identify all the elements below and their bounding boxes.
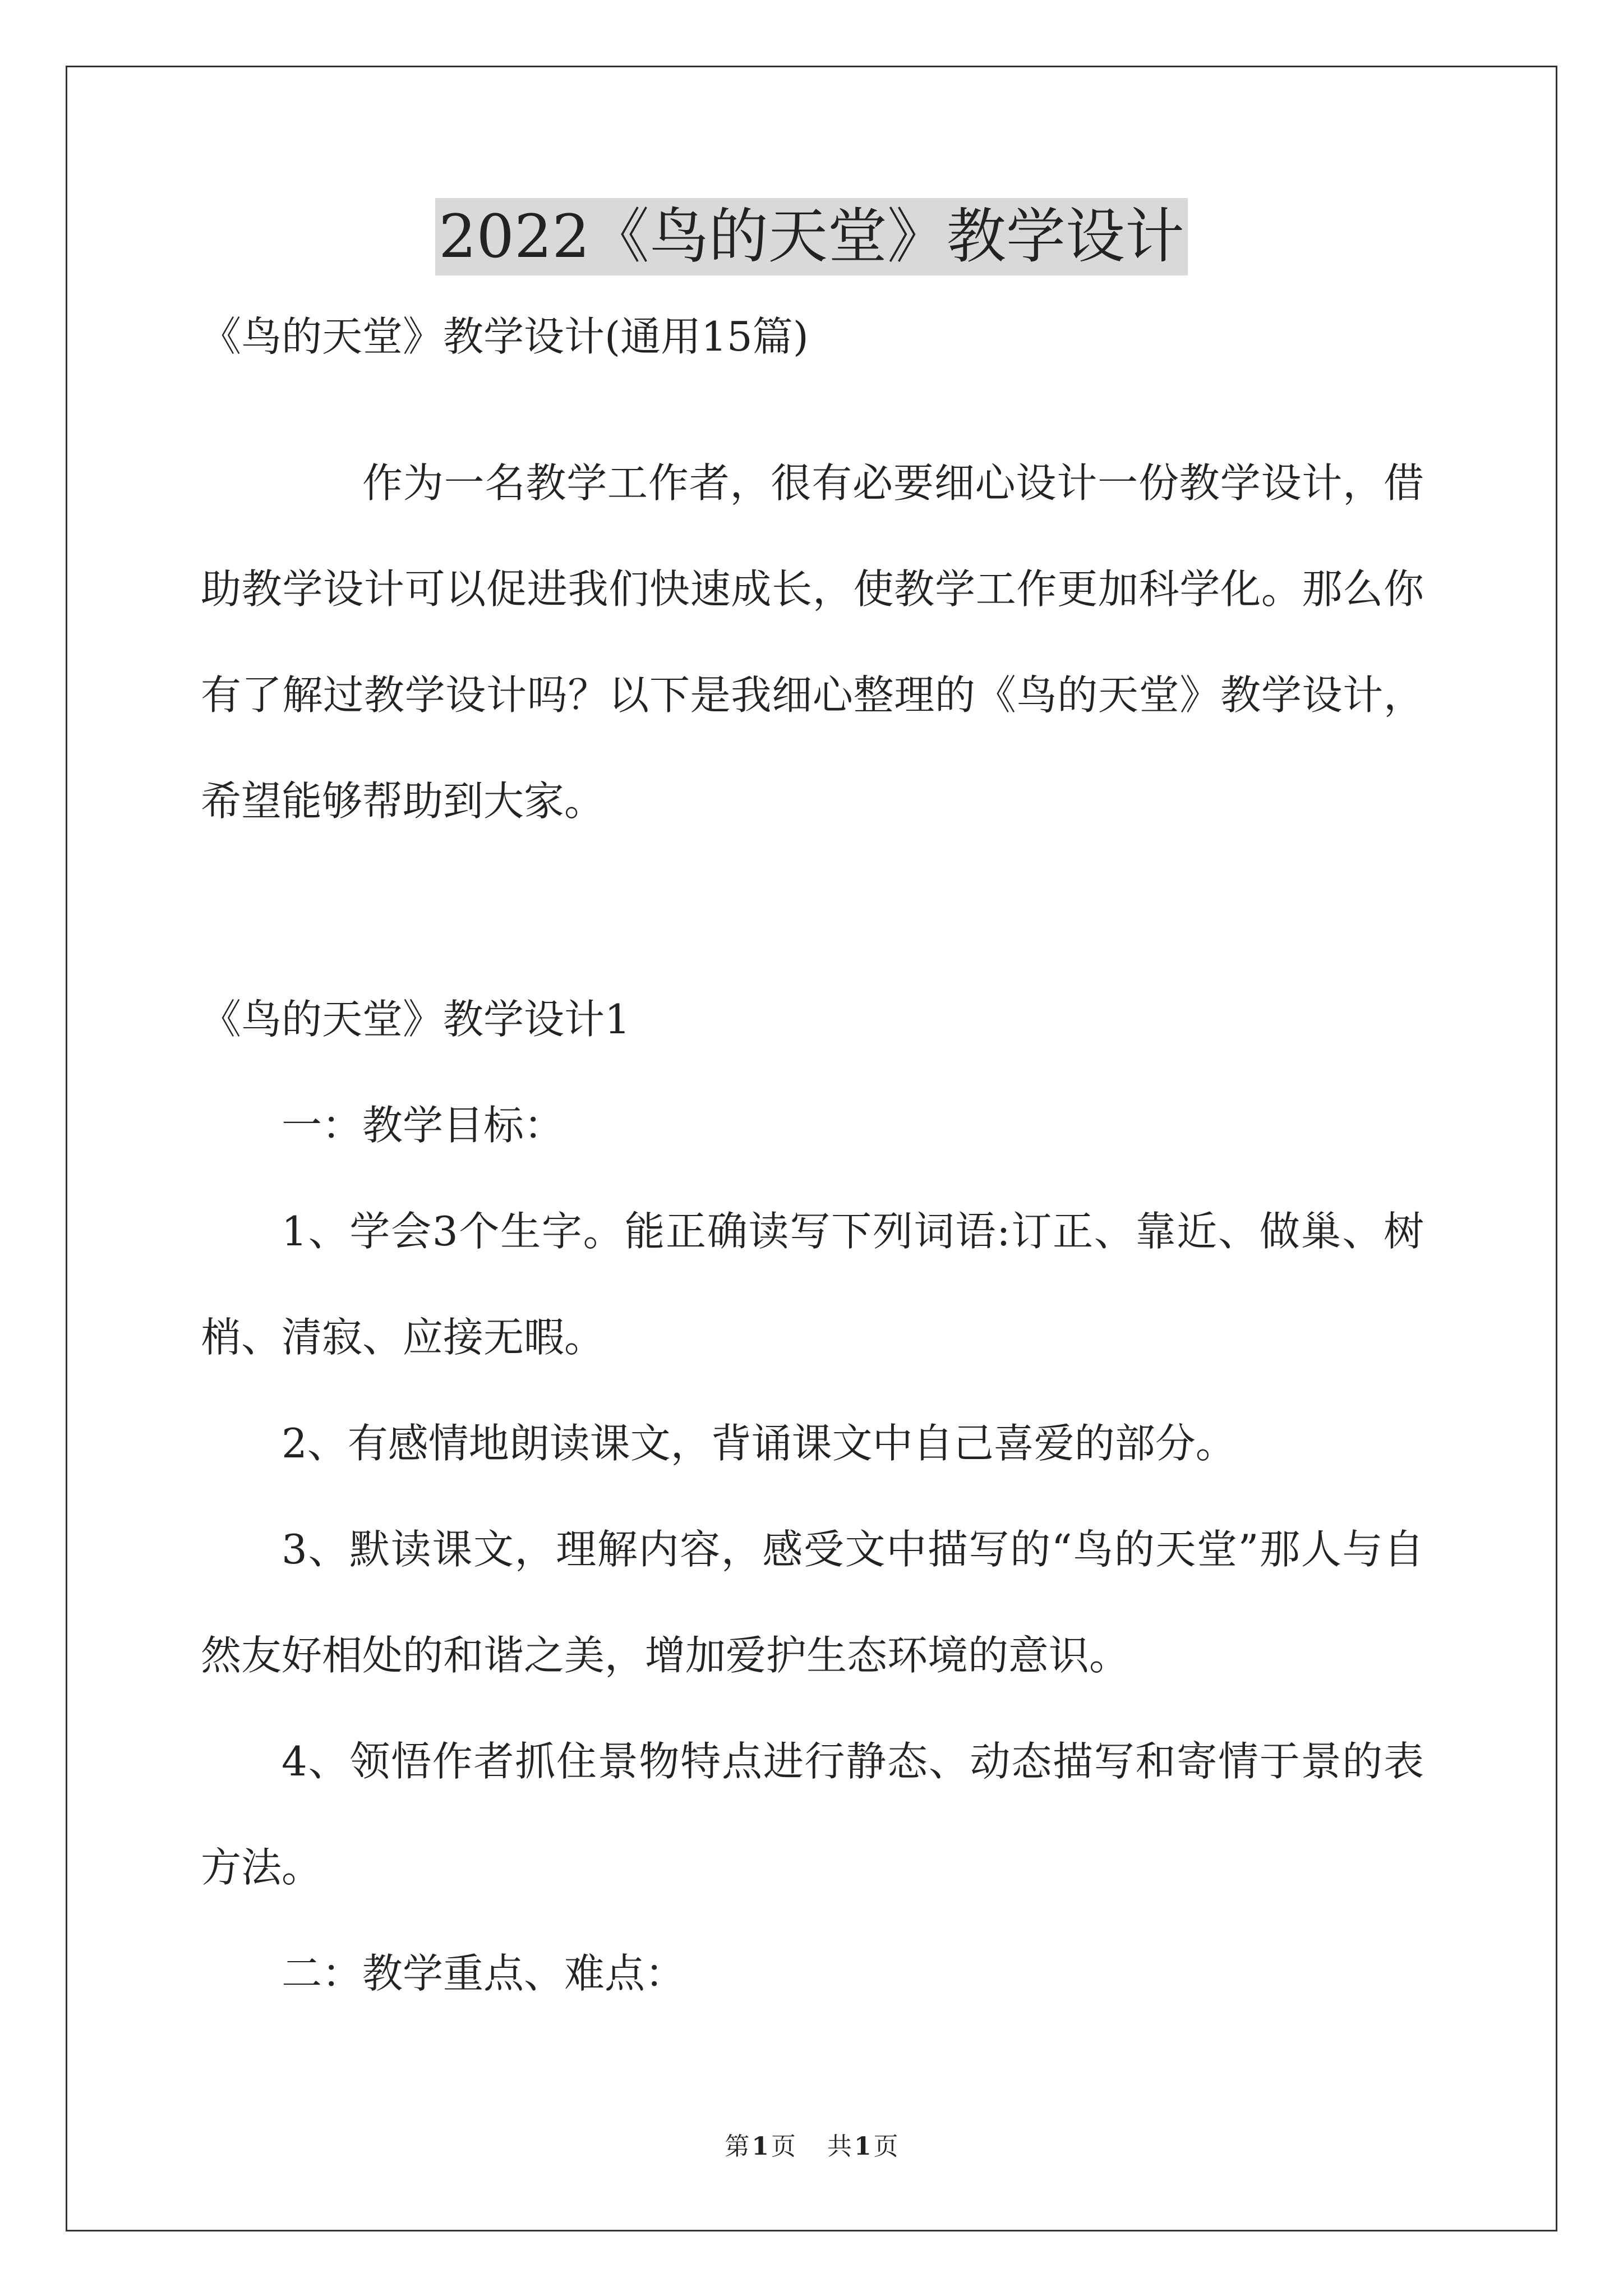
- objective-line: 2、有感情地朗读课文，背诵课文中自己喜爱的部分。: [282, 1420, 1236, 1467]
- objective-item: [201, 1709, 1424, 1921]
- footer-page-suffix: 页: [771, 2132, 796, 2161]
- objectives-heading: 一：教学目标：: [282, 1102, 565, 1149]
- footer-page-prefix: 第: [725, 2132, 750, 2161]
- objective-line: 1、学会3个生字。能正确读写下列词语:订正、靠近、做巢、树: [282, 1208, 1424, 1255]
- footer-total-suffix: 页: [873, 2132, 898, 2161]
- key-points-heading: 二：教学重点、难点：: [282, 1950, 686, 1997]
- intro-line: 作为一名教学工作者，很有必要细心设计一份教学设计，借: [362, 459, 1424, 507]
- objective-line: 4、领悟作者抓住景物特点进行静态、动态描写和寄情于景的表: [282, 1738, 1424, 1785]
- document-subtitle: 《鸟的天堂》教学设计(通用15篇): [201, 313, 809, 360]
- section-design-1: [201, 967, 1424, 2027]
- objective-item: [201, 1497, 1424, 1709]
- footer-page-number: 1: [751, 2132, 769, 2161]
- objective-line: 梢、清寂、应接无暇。: [201, 1314, 605, 1361]
- intro-line: 希望能够帮助到大家。: [201, 777, 605, 825]
- footer-total-prefix: 共: [827, 2132, 852, 2161]
- intro-paragraph: [201, 430, 1424, 854]
- section-heading: 《鸟的天堂》教学设计1: [201, 996, 630, 1043]
- document-body: [201, 284, 1424, 2027]
- objective-line: 方法。: [201, 1844, 322, 1891]
- objective-item: [201, 1391, 1424, 1497]
- intro-line: 助教学设计可以促进我们快速成长，使教学工作更加科学化。那么你: [201, 565, 1424, 613]
- objective-item: [201, 1179, 1424, 1391]
- document-title: 2022《鸟的天堂》教学设计: [435, 198, 1188, 275]
- intro-line: 有了解过教学设计吗？以下是我细心整理的《鸟的天堂》教学设计，: [201, 671, 1424, 719]
- footer-total-pages: 1: [854, 2132, 872, 2161]
- page-footer: [0, 2130, 1623, 2164]
- objective-line: 然友好相处的和谐之美，增加爱护生态环境的意识。: [201, 1632, 1130, 1679]
- title-row: [0, 198, 1623, 275]
- objective-line: 3、默读课文，理解内容，感受文中描写的“鸟的天堂”那人与自: [282, 1526, 1424, 1573]
